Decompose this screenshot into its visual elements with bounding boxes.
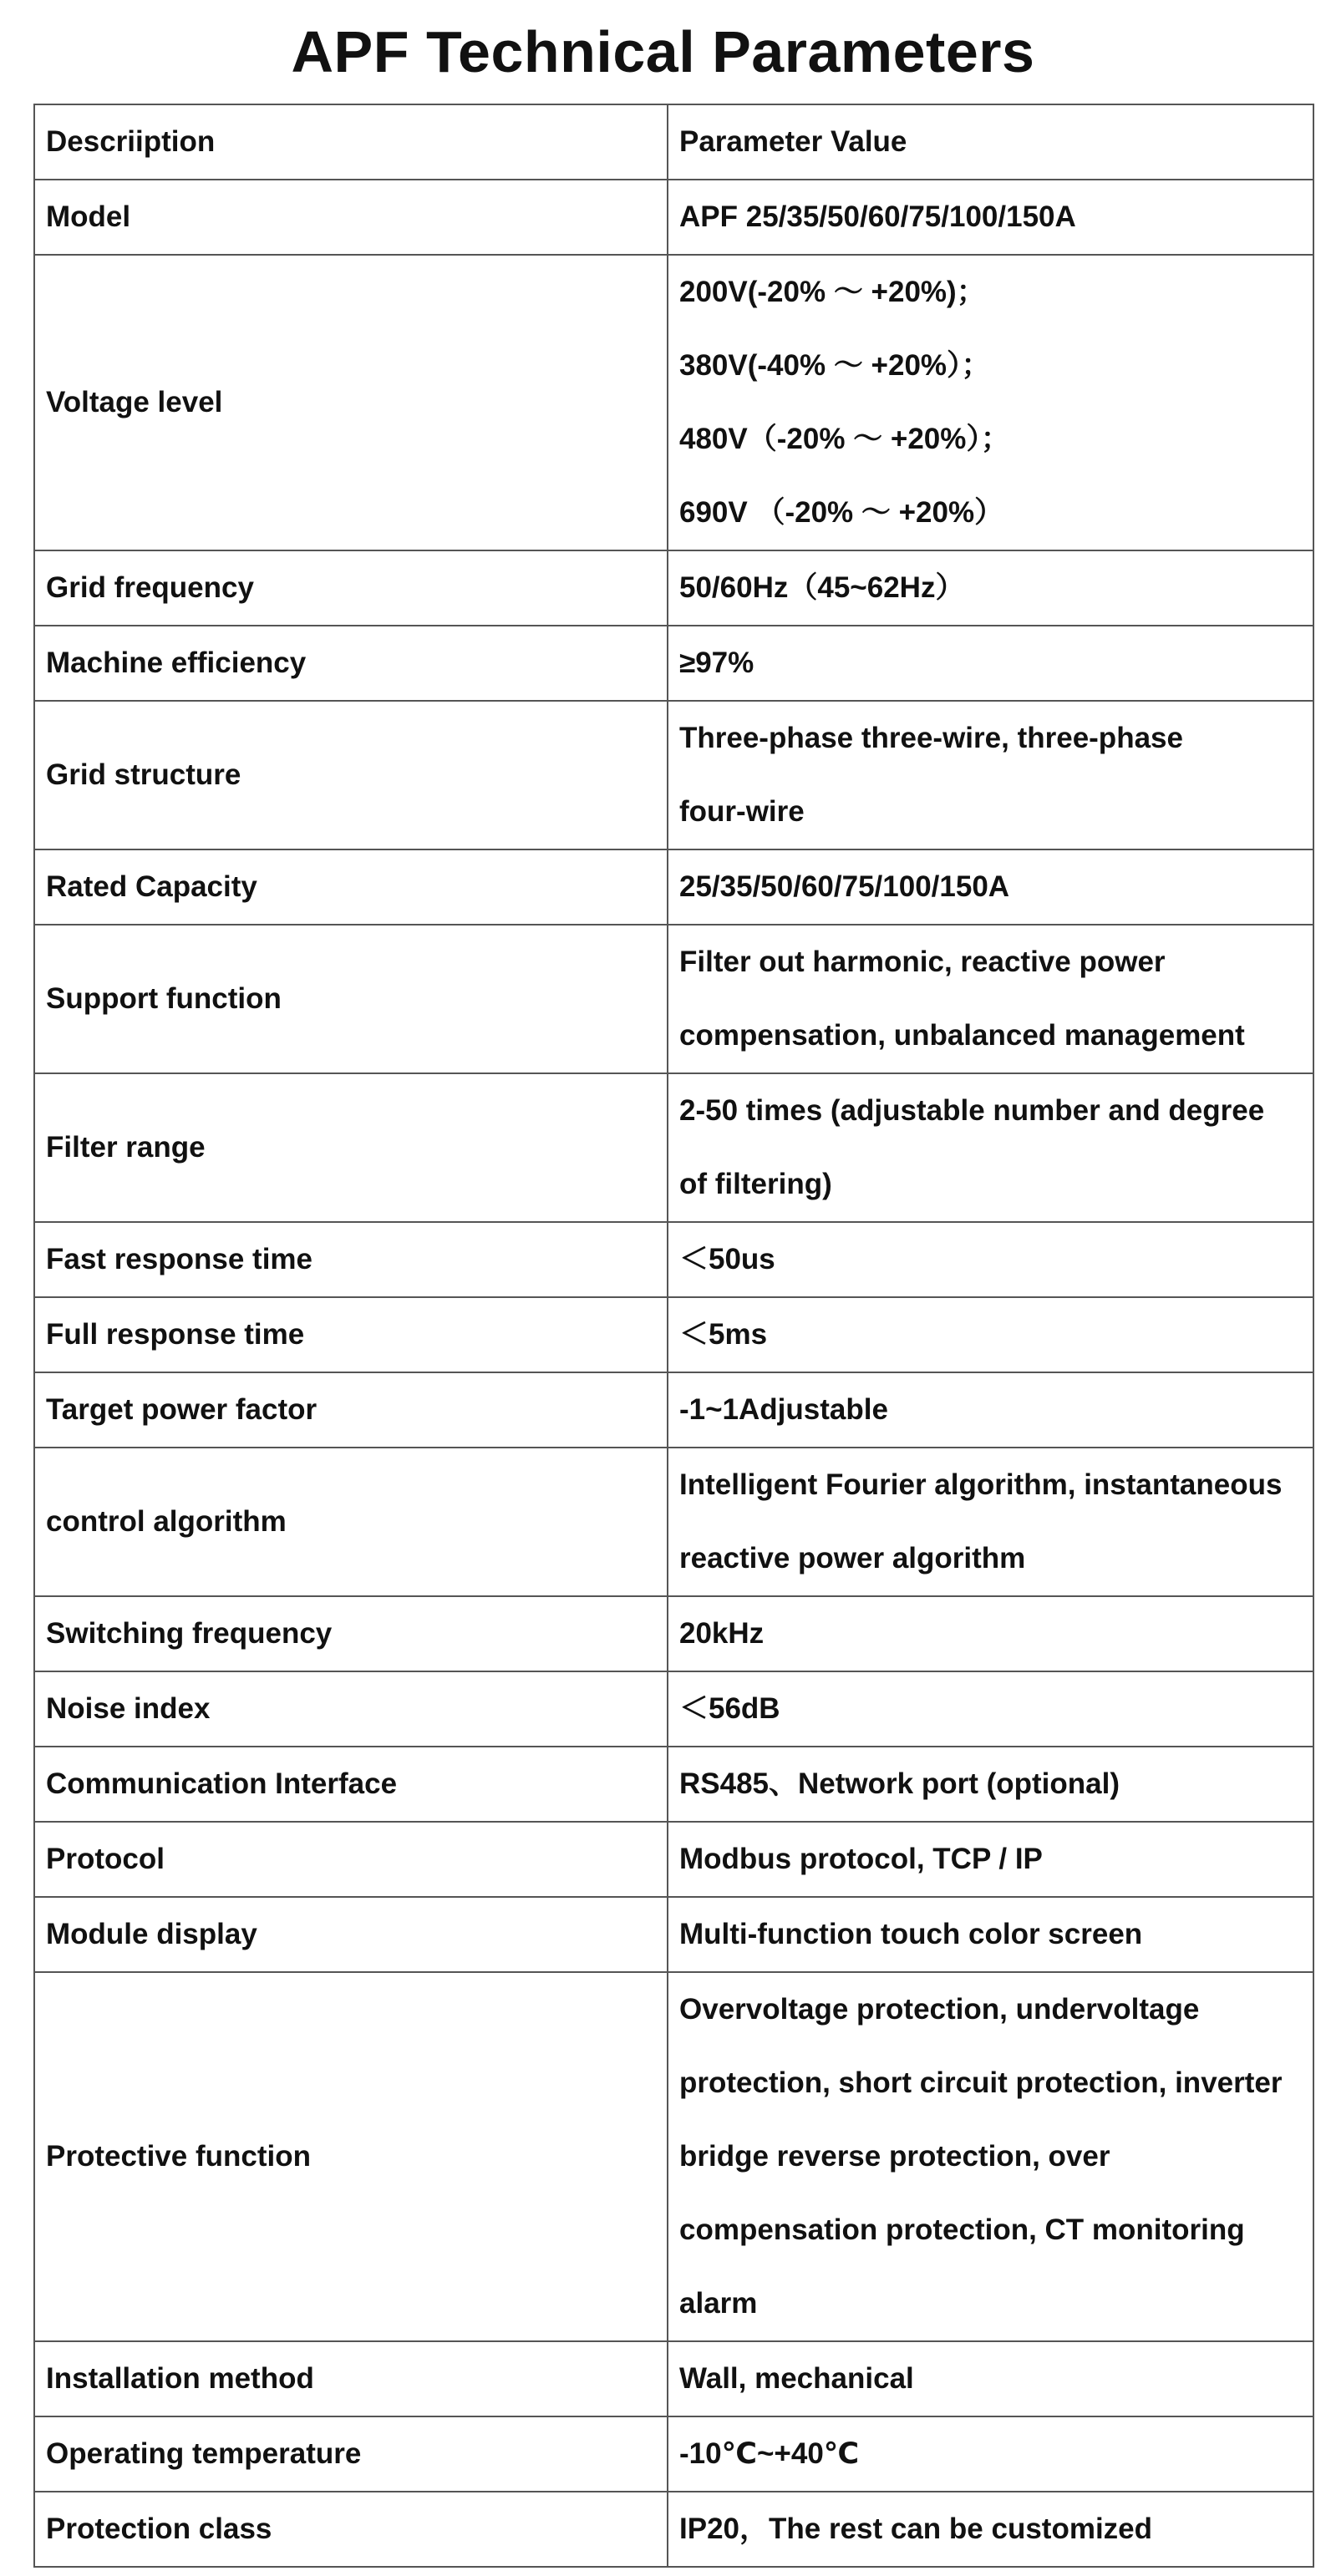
parameter-description: Model <box>46 200 131 233</box>
parameter-description: control algorithm <box>46 1505 287 1538</box>
parameter-description-cell <box>34 1297 668 1372</box>
table-row <box>34 1822 1313 1897</box>
table-row <box>34 1747 1313 1822</box>
parameter-description-cell <box>34 1073 668 1222</box>
parameter-value-line: ＜5ms <box>679 1318 768 1351</box>
parameter-value-line: 690V （-20% ～ +20%） <box>679 496 1004 529</box>
parameter-value-line: 2-50 times (adjustable number and degree <box>679 1094 1265 1127</box>
parameter-description-cell <box>34 849 668 925</box>
parameter-value-line: IP20，The rest can be customized <box>679 2513 1153 2545</box>
parameter-value <box>679 1747 1302 1821</box>
parameter-description: Communication Interface <box>46 1767 398 1800</box>
parameter-description: Noise index <box>46 1692 211 1725</box>
parameter-value <box>679 1298 1302 1372</box>
parameter-value <box>679 850 1302 924</box>
parameter-value-line: 480V（-20% ～ +20%）； <box>679 423 1010 455</box>
parameter-value-cell <box>668 1372 1313 1448</box>
parameter-description: Support function <box>46 982 282 1015</box>
parameter-value <box>679 1223 1302 1296</box>
parameter-description-cell <box>34 550 668 626</box>
parameter-description: Operating temperature <box>46 2437 362 2470</box>
parameter-value-line: alarm <box>679 2287 758 2320</box>
parameter-value-line: APF 25/35/50/60/75/100/150A <box>679 200 1076 233</box>
table-row <box>34 1372 1313 1448</box>
parameter-description: Rated Capacity <box>46 870 257 903</box>
parameter-value <box>679 180 1302 254</box>
parameter-value-cell <box>668 1822 1313 1897</box>
parameter-value-cell <box>668 2341 1313 2416</box>
parameter-description: Protocol <box>46 1843 165 1875</box>
parameter-value <box>679 1074 1302 1221</box>
parameter-description-cell <box>34 2341 668 2416</box>
parameter-description-cell <box>34 1596 668 1671</box>
parameter-value-line: four-wire <box>679 795 805 828</box>
table-row <box>34 925 1313 1073</box>
parameter-description-cell <box>34 701 668 849</box>
table-row <box>34 180 1313 255</box>
parameter-description-cell <box>34 2492 668 2567</box>
parameter-value <box>679 702 1302 849</box>
parameter-value-line: 200V(-20% ～ +20%)； <box>679 276 986 308</box>
parameter-description: Grid structure <box>46 758 241 791</box>
table-row <box>34 2492 1313 2567</box>
parameter-value-cell <box>668 550 1313 626</box>
parameter-value-cell <box>668 849 1313 925</box>
table-row <box>34 255 1313 550</box>
parameter-description-cell <box>34 1747 668 1822</box>
page-title: APF Technical Parameters <box>291 19 1035 84</box>
table-row <box>34 626 1313 701</box>
parameter-description-cell <box>34 180 668 255</box>
parameter-value-line: -1~1Adjustable <box>679 1393 888 1426</box>
table-row <box>34 1897 1313 1972</box>
parameter-value-line: bridge reverse protection, over <box>679 2140 1110 2173</box>
parameter-description-cell <box>34 1671 668 1747</box>
table-row <box>34 1073 1313 1222</box>
parameter-value-line: 25/35/50/60/75/100/150A <box>679 870 1010 903</box>
parameter-description: Protection class <box>46 2513 272 2545</box>
parameter-value-cell <box>668 2492 1313 2567</box>
parameter-value-cell <box>668 255 1313 550</box>
table-row <box>34 2416 1313 2492</box>
parameter-value <box>679 551 1302 625</box>
header-value-cell <box>668 104 1313 180</box>
parameter-value <box>679 1823 1302 1896</box>
parameter-value-line: protection, short circuit protection, inverter <box>679 2066 1283 2099</box>
parameter-value <box>679 1898 1302 1971</box>
parameter-value-line: 50/60Hz（45~62Hz） <box>679 571 965 604</box>
parameter-value-line: ≥97% <box>679 647 754 679</box>
parameter-value <box>679 1597 1302 1671</box>
parameter-value-line: reactive power algorithm <box>679 1542 1026 1575</box>
parameter-value-line: compensation protection, CT monitoring <box>679 2213 1245 2246</box>
parameter-description-cell <box>34 255 668 550</box>
parameter-value-line: compensation, unbalanced management <box>679 1019 1245 1052</box>
parameter-value <box>679 626 1302 700</box>
parameter-description-cell <box>34 1372 668 1448</box>
parameter-value <box>679 256 1302 550</box>
parameter-description-cell <box>34 1897 668 1972</box>
parameter-value-line: -10℃~+40℃ <box>679 2437 860 2470</box>
parameter-description: Target power factor <box>46 1393 318 1426</box>
parameter-value-line: Filter out harmonic, reactive power <box>679 946 1166 978</box>
parameter-description-cell <box>34 1822 668 1897</box>
parameter-value <box>679 1373 1302 1447</box>
table-row <box>34 1297 1313 1372</box>
parameter-value-cell <box>668 2416 1313 2492</box>
parameter-value-line: Overvoltage protection, undervoltage <box>679 1993 1200 2026</box>
parameter-value-cell <box>668 1596 1313 1671</box>
parameter-value-cell <box>668 1972 1313 2341</box>
table-row <box>34 550 1313 626</box>
parameter-description-cell <box>34 2416 668 2492</box>
parameter-description: Fast response time <box>46 1243 312 1275</box>
parameter-description: Protective function <box>46 2140 311 2173</box>
parameter-value-cell <box>668 925 1313 1073</box>
parameter-value <box>679 925 1302 1072</box>
parameter-value-cell <box>668 1073 1313 1222</box>
parameter-value-line: 380V(-40% ～ +20%）； <box>679 349 991 382</box>
parameter-description-cell <box>34 925 668 1073</box>
table-row <box>34 849 1313 925</box>
title-area <box>0 0 1326 104</box>
table-row <box>34 1222 1313 1297</box>
parameter-value <box>679 2492 1302 2566</box>
parameter-value-cell <box>668 1897 1313 1972</box>
parameter-description-cell <box>34 1448 668 1596</box>
header-value-label: Parameter Value <box>679 125 907 158</box>
parameter-description-cell <box>34 1972 668 2341</box>
spec-table-body <box>34 104 1313 2567</box>
parameter-value-line: Multi-function touch color screen <box>679 1918 1143 1950</box>
table-row <box>34 1448 1313 1596</box>
parameter-description: Machine efficiency <box>46 647 307 679</box>
table-row <box>34 1596 1313 1671</box>
table-row <box>34 701 1313 849</box>
parameter-value-cell <box>668 1448 1313 1596</box>
parameter-value-line: Three-phase three-wire, three-phase <box>679 722 1183 754</box>
table-row <box>34 1671 1313 1747</box>
parameter-value <box>679 1973 1302 2340</box>
parameter-value-cell <box>668 180 1313 255</box>
header-description-label: Descriiption <box>46 125 216 158</box>
parameter-description: Switching frequency <box>46 1617 333 1650</box>
parameter-value-line: of filtering) <box>679 1168 832 1200</box>
parameter-value <box>679 2417 1302 2491</box>
parameter-value <box>679 2342 1302 2416</box>
parameter-description: Filter range <box>46 1131 206 1164</box>
parameter-value-line: ＜56dB <box>679 1692 780 1725</box>
parameter-description: Voltage level <box>46 386 223 418</box>
parameter-value-line: 20kHz <box>679 1617 765 1650</box>
parameter-value-cell <box>668 1747 1313 1822</box>
parameter-description: Grid frequency <box>46 571 254 604</box>
spec-table <box>33 104 1314 2568</box>
parameter-value-line: Modbus protocol, TCP / IP <box>679 1843 1043 1875</box>
parameter-value-line: Wall, mechanical <box>679 2362 914 2395</box>
parameter-value-cell <box>668 1297 1313 1372</box>
parameter-value <box>679 1672 1302 1746</box>
table-row <box>34 2341 1313 2416</box>
parameter-value-cell <box>668 626 1313 701</box>
parameter-value-line: RS485、Network port (optional) <box>679 1767 1120 1800</box>
parameter-description: Installation method <box>46 2362 314 2395</box>
table-header-row <box>34 104 1313 180</box>
parameter-description-cell <box>34 626 668 701</box>
table-row <box>34 1972 1313 2341</box>
parameter-description-cell <box>34 1222 668 1297</box>
parameter-description: Module display <box>46 1918 257 1950</box>
parameter-value <box>679 1448 1302 1595</box>
header-description-cell <box>34 104 668 180</box>
parameter-value-line: Intelligent Fourier algorithm, instantaneous <box>679 1468 1283 1501</box>
parameter-value-cell <box>668 1671 1313 1747</box>
parameter-description: Full response time <box>46 1318 305 1351</box>
parameter-value-line: ＜50us <box>679 1243 775 1275</box>
parameter-value-cell <box>668 1222 1313 1297</box>
parameter-value-cell <box>668 701 1313 849</box>
